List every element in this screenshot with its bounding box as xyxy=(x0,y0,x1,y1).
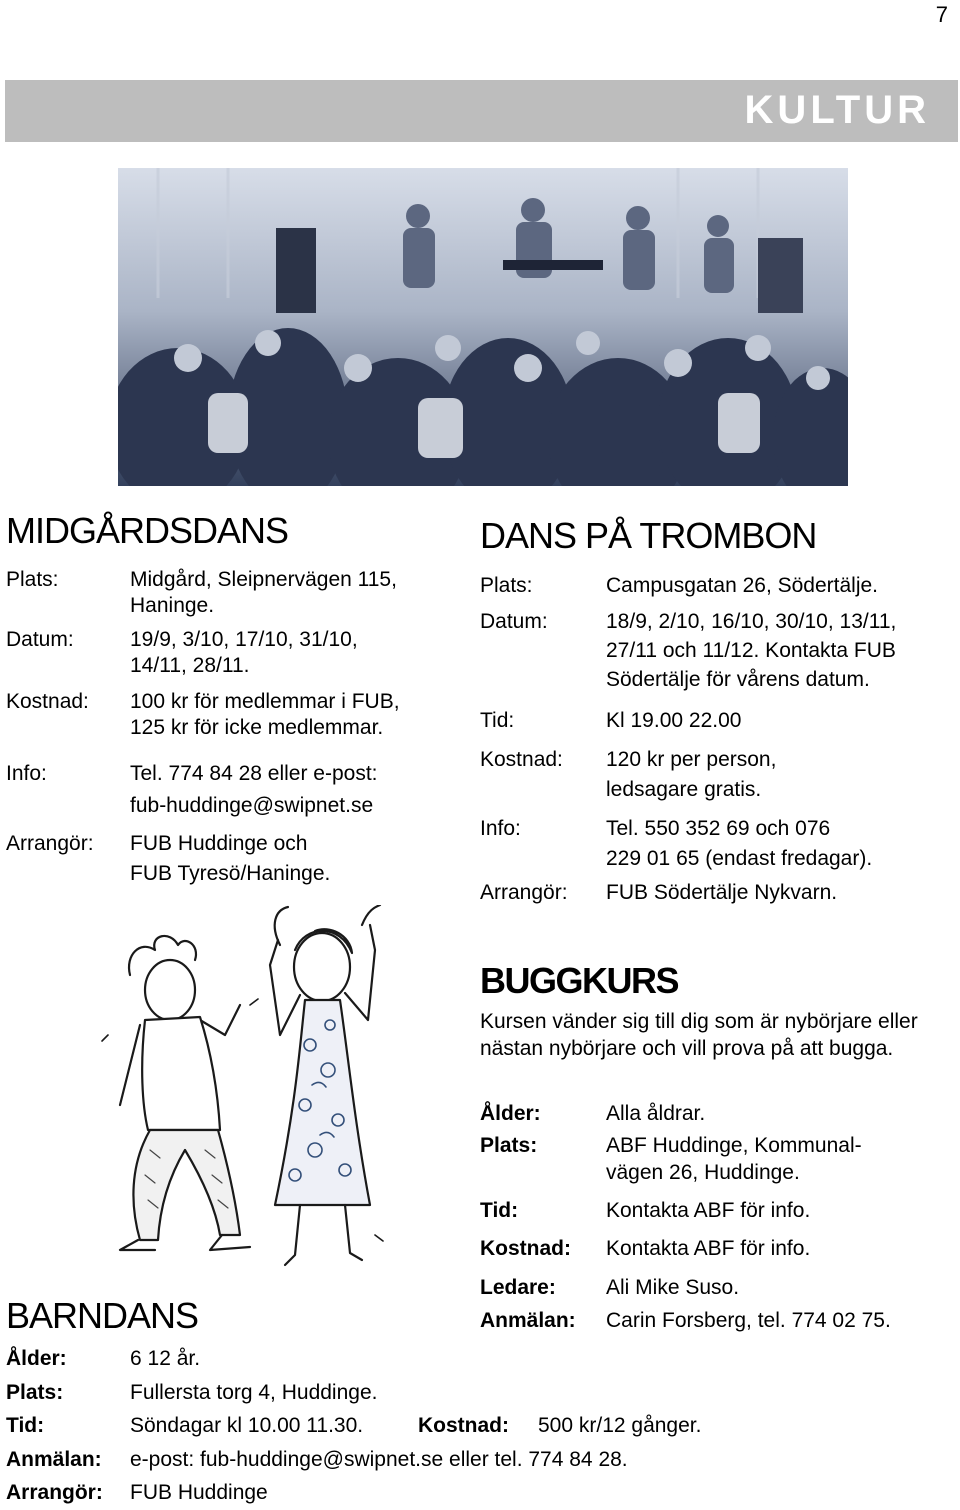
row-value: 27/11 och 11/12. Kontakta FUB xyxy=(606,639,896,662)
dance-band-photo xyxy=(118,168,848,486)
row-label: Kostnad: xyxy=(6,690,89,713)
row-label: Ålder: xyxy=(480,1102,541,1125)
row-label: Kostnad: xyxy=(480,748,563,771)
dancing-couple-illustration xyxy=(100,905,390,1295)
row-value: Midgård, Sleipnervägen 115, xyxy=(130,568,397,591)
row-value: FUB Södertälje Nykvarn. xyxy=(606,881,838,904)
woman-figure xyxy=(270,905,380,1265)
row-label: Kostnad: xyxy=(480,1237,571,1260)
row-label: Plats: xyxy=(480,574,533,597)
row-label: Anmälan: xyxy=(480,1309,576,1332)
row-value: 19/9, 3/10, 17/10, 31/10, xyxy=(130,628,358,651)
dans-pa-trombon-heading: DANS PÅ TROMBON xyxy=(480,515,817,556)
page-number: 7 xyxy=(935,2,948,27)
row-value: 500 kr/12 gånger. xyxy=(538,1414,702,1437)
row-label: Plats: xyxy=(6,568,59,591)
row-value: Alla åldrar. xyxy=(606,1102,706,1125)
row-label: Arrangör: xyxy=(6,832,94,855)
row-value: Tel. 774 84 28 eller e-post: xyxy=(130,762,378,785)
midgardsdans-heading: MIDGÅRDSDANS xyxy=(6,510,289,551)
row-label: Tid: xyxy=(480,1199,519,1222)
row-value: Haninge. xyxy=(130,594,215,617)
row-value: Fullersta torg 4, Huddinge. xyxy=(130,1381,378,1404)
row-value: Campusgatan 26, Södertälje. xyxy=(606,574,879,597)
row-value: 120 kr per person, xyxy=(606,748,777,771)
section-title: KULTUR xyxy=(744,88,930,132)
row-value: Södertälje för vårens datum. xyxy=(606,668,870,691)
row-value: Kontakta ABF för info. xyxy=(606,1237,811,1260)
email-link[interactable]: fub-huddinge@swipnet.se xyxy=(130,794,374,817)
row-label: Info: xyxy=(6,762,47,785)
row-label: Info: xyxy=(480,817,521,840)
row-label: Plats: xyxy=(480,1134,538,1157)
row-label: Datum: xyxy=(480,610,548,633)
row-label: Tid: xyxy=(6,1414,45,1437)
row-value: 14/11, 28/11. xyxy=(130,654,250,677)
row-value: e-post: fub-huddinge@swipnet.se eller tel. 774 84 28. xyxy=(130,1448,628,1471)
row-label: Ålder: xyxy=(6,1347,67,1370)
row-value: 125 kr för icke medlemmar. xyxy=(130,716,384,739)
section-banner xyxy=(5,80,958,142)
row-value: Kl 19.00 22.00 xyxy=(606,709,742,732)
row-value: FUB Tyresö/Haninge. xyxy=(130,862,331,885)
row-value: Kontakta ABF för info. xyxy=(606,1199,811,1222)
row-value: vägen 26, Huddinge. xyxy=(606,1161,800,1184)
row-label: Anmälan: xyxy=(6,1448,102,1471)
row-label: Arrangör: xyxy=(480,881,568,904)
row-label: Tid: xyxy=(480,709,515,732)
row-value: Ali Mike Suso. xyxy=(606,1276,740,1299)
barndans-heading: BARNDANS xyxy=(6,1295,199,1336)
row-label: Ledare: xyxy=(480,1276,556,1299)
row-value: 18/9, 2/10, 16/10, 30/10, 13/11, xyxy=(606,610,897,633)
man-figure xyxy=(120,936,250,1250)
row-value: FUB Huddinge och xyxy=(130,832,308,855)
row-value: Tel. 550 352 69 och 076 xyxy=(606,817,831,840)
row-label: Arrangör: xyxy=(6,1481,103,1504)
row-value: 229 01 65 (endast fredagar). xyxy=(606,847,873,870)
row-value: ABF Huddinge, Kommunal- xyxy=(606,1134,862,1157)
row-label: Datum: xyxy=(6,628,74,651)
row-value: Söndagar kl 10.00 11.30. xyxy=(130,1414,364,1437)
row-label: Kostnad: xyxy=(418,1414,509,1437)
row-value: 6 12 år. xyxy=(130,1347,201,1370)
row-value: 100 kr för medlemmar i FUB, xyxy=(130,690,400,713)
buggkurs-heading: BUGGKURS xyxy=(480,960,679,1001)
buggkurs-intro: Kursen vänder sig till dig som är nybörjare eller nästan nybörjare och vill prova på att bugga. xyxy=(480,1010,918,1060)
row-label: Plats: xyxy=(6,1381,64,1404)
row-value: ledsagare gratis. xyxy=(606,778,762,801)
row-value: Carin Forsberg, tel. 774 02 75. xyxy=(606,1309,891,1332)
row-value: FUB Huddinge xyxy=(130,1481,268,1504)
